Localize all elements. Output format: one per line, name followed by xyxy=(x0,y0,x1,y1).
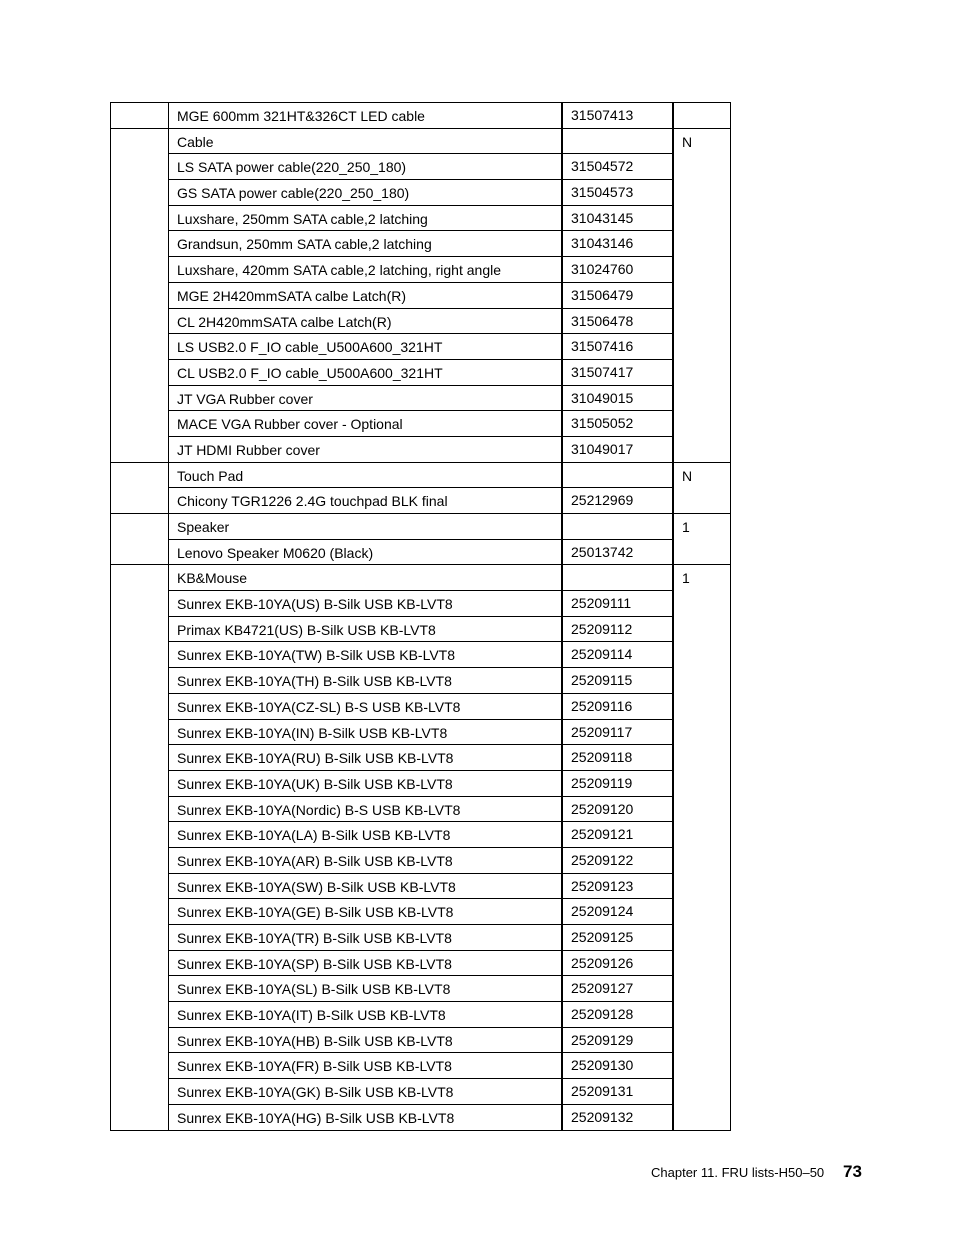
part-number-cell: 31024760 xyxy=(563,257,674,283)
description-cell: MACE VGA Rubber cover - Optional xyxy=(169,411,563,437)
part-number-cell: 25209120 xyxy=(563,797,674,823)
part-number-cell: 31507413 xyxy=(563,103,674,129)
description-cell: Sunrex EKB-10YA(SP) B-Silk USB KB-LVT8 xyxy=(169,951,563,977)
description-cell: Luxshare, 250mm SATA cable,2 latching xyxy=(169,206,563,232)
description-cell: Sunrex EKB-10YA(GK) B-Silk USB KB-LVT8 xyxy=(169,1079,563,1105)
description-cell: Sunrex EKB-10YA(TW) B-Silk USB KB-LVT8 xyxy=(169,642,563,668)
blank-cell xyxy=(111,514,169,565)
description-cell: JT HDMI Rubber cover xyxy=(169,437,563,463)
description-cell: Speaker xyxy=(169,514,563,540)
part-number-cell: 25209125 xyxy=(563,925,674,951)
part-number-cell: 25209116 xyxy=(563,694,674,720)
part-number-cell: 31504572 xyxy=(563,154,674,180)
description-cell: Luxshare, 420mm SATA cable,2 latching, right angle xyxy=(169,257,563,283)
description-cell: GS SATA power cable(220_250_180) xyxy=(169,180,563,206)
description-cell: Sunrex EKB-10YA(FR) B-Silk USB KB-LVT8 xyxy=(169,1053,563,1079)
description-cell: Sunrex EKB-10YA(US) B-Silk USB KB-LVT8 xyxy=(169,591,563,617)
part-number-cell xyxy=(563,514,674,540)
part-number-cell: 25209127 xyxy=(563,976,674,1002)
part-number-cell xyxy=(563,565,674,591)
description-cell: CL USB2.0 F_IO cable_U500A600_321HT xyxy=(169,360,563,386)
description-cell: Sunrex EKB-10YA(UK) B-Silk USB KB-LVT8 xyxy=(169,771,563,797)
fru-table xyxy=(110,102,731,1131)
description-cell: KB&Mouse xyxy=(169,565,563,591)
blank-cell xyxy=(111,565,169,1130)
description-cell: Sunrex EKB-10YA(RU) B-Silk USB KB-LVT8 xyxy=(169,745,563,771)
part-number-cell: 25209118 xyxy=(563,745,674,771)
part-number-cell: 25209124 xyxy=(563,899,674,925)
description-cell: MGE 600mm 321HT&326CT LED cable xyxy=(169,103,563,129)
part-number-cell: 31507416 xyxy=(563,334,674,360)
description-cell: Sunrex EKB-10YA(IT) B-Silk USB KB-LVT8 xyxy=(169,1002,563,1028)
part-number-cell: 25209129 xyxy=(563,1028,674,1054)
qty-cell: N xyxy=(674,129,731,463)
part-number-cell: 25209119 xyxy=(563,771,674,797)
part-number-cell: 25209121 xyxy=(563,822,674,848)
part-number-cell: 25013742 xyxy=(563,540,674,566)
part-number-cell: 31049015 xyxy=(563,386,674,412)
part-number-cell: 25209111 xyxy=(563,591,674,617)
description-cell: Sunrex EKB-10YA(LA) B-Silk USB KB-LVT8 xyxy=(169,822,563,848)
description-cell: Lenovo Speaker M0620 (Black) xyxy=(169,540,563,566)
description-cell: Sunrex EKB-10YA(SW) B-Silk USB KB-LVT8 xyxy=(169,874,563,900)
description-cell: LS USB2.0 F_IO cable_U500A600_321HT xyxy=(169,334,563,360)
part-number-cell: 25209112 xyxy=(563,617,674,643)
part-number-cell: 25209132 xyxy=(563,1105,674,1131)
part-number-cell: 25209115 xyxy=(563,668,674,694)
description-cell: Touch Pad xyxy=(169,463,563,489)
description-cell: Sunrex EKB-10YA(CZ-SL) B-S USB KB-LVT8 xyxy=(169,694,563,720)
description-cell: MGE 2H420mmSATA calbe Latch(R) xyxy=(169,283,563,309)
description-cell: Sunrex EKB-10YA(Nordic) B-S USB KB-LVT8 xyxy=(169,797,563,823)
blank-cell xyxy=(111,129,169,463)
part-number-cell: 31504573 xyxy=(563,180,674,206)
description-cell: Sunrex EKB-10YA(HG) B-Silk USB KB-LVT8 xyxy=(169,1105,563,1131)
part-number-cell: 25212969 xyxy=(563,488,674,514)
part-number-cell: 31043145 xyxy=(563,206,674,232)
part-number-cell: 31043146 xyxy=(563,231,674,257)
description-cell: Sunrex EKB-10YA(AR) B-Silk USB KB-LVT8 xyxy=(169,848,563,874)
part-number-cell: 31506478 xyxy=(563,309,674,335)
description-cell: Grandsun, 250mm SATA cable,2 latching xyxy=(169,231,563,257)
part-number-cell: 25209126 xyxy=(563,951,674,977)
part-number-cell xyxy=(563,129,674,155)
qty-cell: 1 xyxy=(674,514,731,565)
description-cell: Sunrex EKB-10YA(HB) B-Silk USB KB-LVT8 xyxy=(169,1028,563,1054)
part-number-cell: 25209122 xyxy=(563,848,674,874)
description-cell: Sunrex EKB-10YA(TR) B-Silk USB KB-LVT8 xyxy=(169,925,563,951)
part-number-cell: 31507417 xyxy=(563,360,674,386)
part-number-cell: 25209123 xyxy=(563,874,674,900)
qty-cell xyxy=(674,103,731,129)
description-cell: Primax KB4721(US) B-Silk USB KB-LVT8 xyxy=(169,617,563,643)
description-cell: Cable xyxy=(169,129,563,155)
page-number: 73 xyxy=(843,1162,862,1181)
description-cell: Sunrex EKB-10YA(GE) B-Silk USB KB-LVT8 xyxy=(169,899,563,925)
description-cell: CL 2H420mmSATA calbe Latch(R) xyxy=(169,309,563,335)
description-cell: Sunrex EKB-10YA(TH) B-Silk USB KB-LVT8 xyxy=(169,668,563,694)
part-number-cell: 25209117 xyxy=(563,720,674,746)
description-cell: Chicony TGR1226 2.4G touchpad BLK final xyxy=(169,488,563,514)
blank-cell xyxy=(111,103,169,129)
part-number-cell: 25209128 xyxy=(563,1002,674,1028)
description-cell: Sunrex EKB-10YA(SL) B-Silk USB KB-LVT8 xyxy=(169,976,563,1002)
blank-cell xyxy=(111,463,169,514)
part-number-cell: 31049017 xyxy=(563,437,674,463)
footer-chapter-title: Chapter 11. FRU lists-H50–50 xyxy=(651,1165,825,1180)
part-number-cell: 25209130 xyxy=(563,1053,674,1079)
qty-cell: 1 xyxy=(674,565,731,1130)
description-cell: JT VGA Rubber cover xyxy=(169,386,563,412)
part-number-cell xyxy=(563,463,674,489)
part-number-cell: 25209114 xyxy=(563,642,674,668)
part-number-cell: 25209131 xyxy=(563,1079,674,1105)
description-cell: Sunrex EKB-10YA(IN) B-Silk USB KB-LVT8 xyxy=(169,720,563,746)
qty-cell: N xyxy=(674,463,731,514)
part-number-cell: 31505052 xyxy=(563,411,674,437)
description-cell: LS SATA power cable(220_250_180) xyxy=(169,154,563,180)
part-number-cell: 31506479 xyxy=(563,283,674,309)
